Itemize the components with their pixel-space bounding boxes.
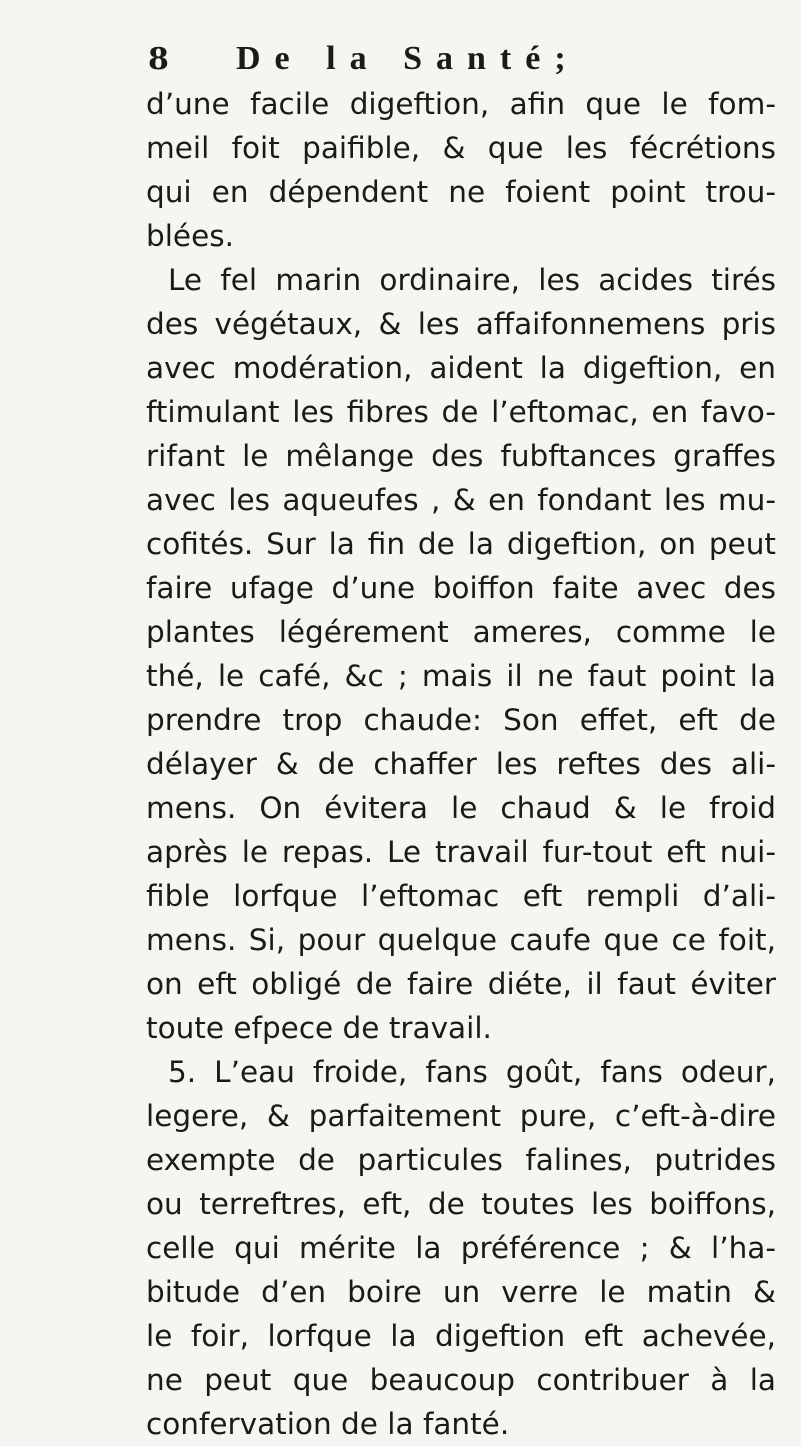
text-line: qui en dépendent ne foient point trou-	[146, 175, 776, 209]
text-line: bitude d’en boire un verre le matin &	[146, 1275, 776, 1309]
text-line: avec les aqueufes , & en fondant les mu-	[146, 483, 776, 517]
text-line: fible lorfque l’eftomac eft rempli d’ali-	[146, 879, 776, 913]
text-line: ne peut que beaucoup contribuer à la	[146, 1363, 776, 1397]
text-line: rifant le mêlange des fubftances graffes	[146, 439, 776, 473]
text-line: des végétaux, & les affaifonnemens pris	[146, 307, 776, 341]
text-line: confervation de la fanté.	[146, 1407, 510, 1441]
text-line: toute efpece de travail.	[146, 1011, 492, 1045]
running-head: De la Santé;	[236, 40, 580, 77]
text-line: legere, & parfaitement pure, c’eft-à-dire	[146, 1099, 776, 1133]
text-line: après le repas. Le travail fur-tout eft nui-	[146, 835, 776, 869]
text-line: exempte de particules falines, putrides	[146, 1143, 776, 1177]
text-line: plantes légérement ameres, comme le	[146, 615, 776, 649]
text-line: d’une facile digeftion, afin que le fom-	[146, 87, 776, 121]
text-line: avec modération, aident la digeftion, en	[146, 351, 776, 385]
text-line: celle qui mérite la préférence ; & l’ha-	[146, 1231, 776, 1265]
text-line: meil foit paifible, & que les fécrétions	[146, 131, 776, 165]
text-line: faire ufage d’une boiffon faite avec des	[146, 571, 776, 605]
text-line: on eft obligé de faire diéte, il faut éviter	[146, 967, 776, 1001]
text-line: thé, le café, &c ; mais il ne faut point la	[146, 659, 776, 693]
text-line: le foir, lorfque la digeftion eft achevée,	[146, 1319, 776, 1353]
text-line: mens. Si, pour quelque caufe que ce foit,	[146, 923, 776, 957]
text-line: cofités. Sur la fin de la digeftion, on peut	[146, 527, 776, 561]
text-line: prendre trop chaude: Son effet, eft de	[146, 703, 776, 737]
text-line: ftimulant les fibres de l’eftomac, en favo-	[146, 395, 776, 429]
text-line: Le fel marin ordinaire, les acides tirés	[168, 263, 776, 297]
page-number: 8	[148, 42, 169, 77]
text-line: mens. On évitera le chaud & le froid	[146, 791, 776, 825]
text-line: blées.	[146, 219, 234, 253]
text-line: délayer & de chaffer les reftes des ali-	[146, 747, 776, 781]
text-line: 5. L’eau froide, fans goût, fans odeur,	[168, 1055, 776, 1089]
text-line: ou terreftres, eft, de toutes les boiffons,	[146, 1187, 776, 1221]
